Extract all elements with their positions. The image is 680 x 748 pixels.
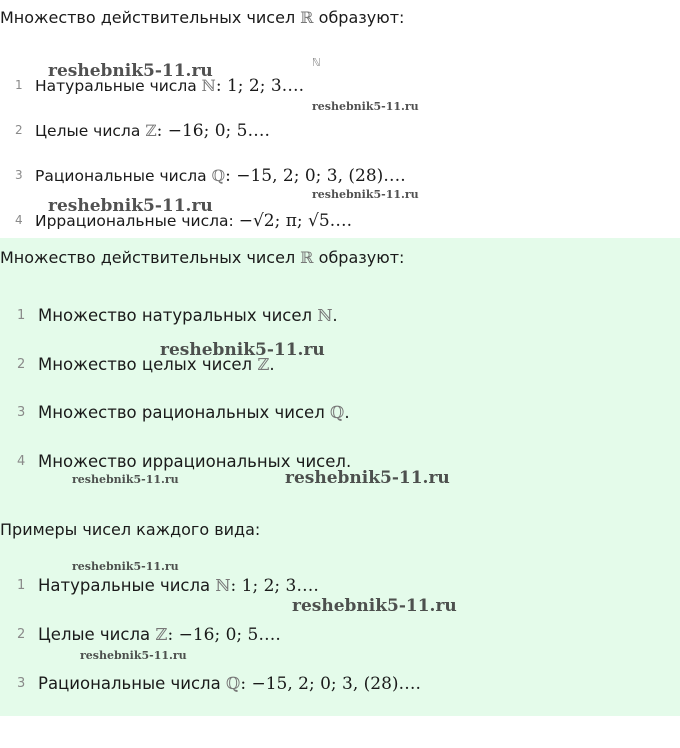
watermark: reshebnik5-11.ru (312, 188, 419, 201)
item-label: Натуральные числа (38, 576, 216, 595)
list-number: 2 (17, 627, 26, 642)
item-text (38, 403, 350, 422)
watermark: reshebnik5-11.ru (72, 560, 179, 573)
item-label: Рациональные числа (35, 167, 212, 185)
item-label: Натуральные числа (35, 77, 202, 95)
list-number: 1 (17, 308, 26, 323)
item-label: Целые числа (38, 625, 156, 644)
watermark: reshebnik5-11.ru (312, 100, 419, 113)
heading-text-after: образуют: (313, 248, 405, 267)
top-heading (0, 8, 404, 27)
list-number: 3 (15, 168, 23, 182)
item-text (38, 576, 319, 596)
item-values: −√2; π; √5…. (238, 211, 353, 231)
item-text (35, 166, 406, 186)
list-number: 4 (15, 213, 23, 227)
list-number: 2 (17, 357, 26, 372)
item-label: Иррациональные числа: (35, 212, 239, 230)
heading-text: Множество действительных чисел (0, 8, 301, 27)
item-label: Целые числа (35, 122, 146, 140)
list-number: 3 (17, 676, 26, 691)
rational-symbol: ℚ (211, 167, 226, 185)
item-values: : −16; 0; 5…. (156, 121, 270, 141)
examples-heading: Примеры чисел каждого вида: (0, 520, 261, 539)
list-number: 3 (17, 405, 26, 420)
watermark: reshebnik5-11.ru (292, 596, 457, 616)
item-values: : −16; 0; 5…. (167, 625, 281, 645)
item-values: : 1; 2; 3…. (215, 76, 305, 96)
ghost-glyph: ℕ (312, 56, 321, 69)
watermark: reshebnik5-11.ru (80, 649, 187, 662)
top-block (0, 0, 680, 238)
item-period: . (269, 355, 275, 374)
item-values: : 1; 2; 3…. (230, 576, 319, 596)
item-label: Рациональные числа (38, 674, 226, 693)
item-values: : −15, 2; 0; 3, (28)…. (240, 674, 421, 694)
real-symbol: ℝ (300, 8, 314, 27)
item-text (35, 121, 270, 141)
green-heading (0, 248, 404, 267)
list-number: 1 (17, 578, 26, 593)
rational-symbol: ℚ (330, 403, 345, 422)
item-text (38, 625, 281, 645)
watermark: reshebnik5-11.ru (48, 61, 213, 81)
green-block (0, 238, 680, 716)
watermark: reshebnik5-11.ru (48, 196, 213, 216)
heading-text: Множество действительных чисел (0, 248, 301, 267)
item-text: Множество иррациональных чисел. (38, 452, 352, 471)
list-number: 2 (15, 123, 23, 137)
watermark: reshebnik5-11.ru (160, 340, 325, 360)
rational-symbol: ℚ (225, 674, 241, 693)
item-values: : −15, 2; 0; 3, (28)…. (225, 166, 406, 186)
watermark: reshebnik5-11.ru (72, 473, 179, 486)
natural-symbol: ℕ (201, 77, 216, 95)
item-period: . (332, 306, 338, 325)
real-symbol: ℝ (300, 248, 314, 267)
item-text (38, 306, 338, 325)
item-label: Множество целых чисел (38, 355, 258, 374)
watermark: reshebnik5-11.ru (285, 468, 450, 488)
integer-symbol: ℤ (145, 122, 157, 140)
heading-text-after: образуют: (313, 8, 405, 27)
natural-symbol: ℕ (317, 306, 333, 325)
item-label: Множество рациональных чисел (38, 403, 330, 422)
integer-symbol: ℤ (257, 355, 270, 374)
natural-symbol: ℕ (215, 576, 231, 595)
item-text (38, 674, 421, 694)
integer-symbol: ℤ (155, 625, 168, 644)
item-label: Множество натуральных чисел (38, 306, 318, 325)
item-period: . (344, 403, 350, 422)
list-number: 1 (15, 78, 23, 92)
list-number: 4 (17, 454, 26, 469)
